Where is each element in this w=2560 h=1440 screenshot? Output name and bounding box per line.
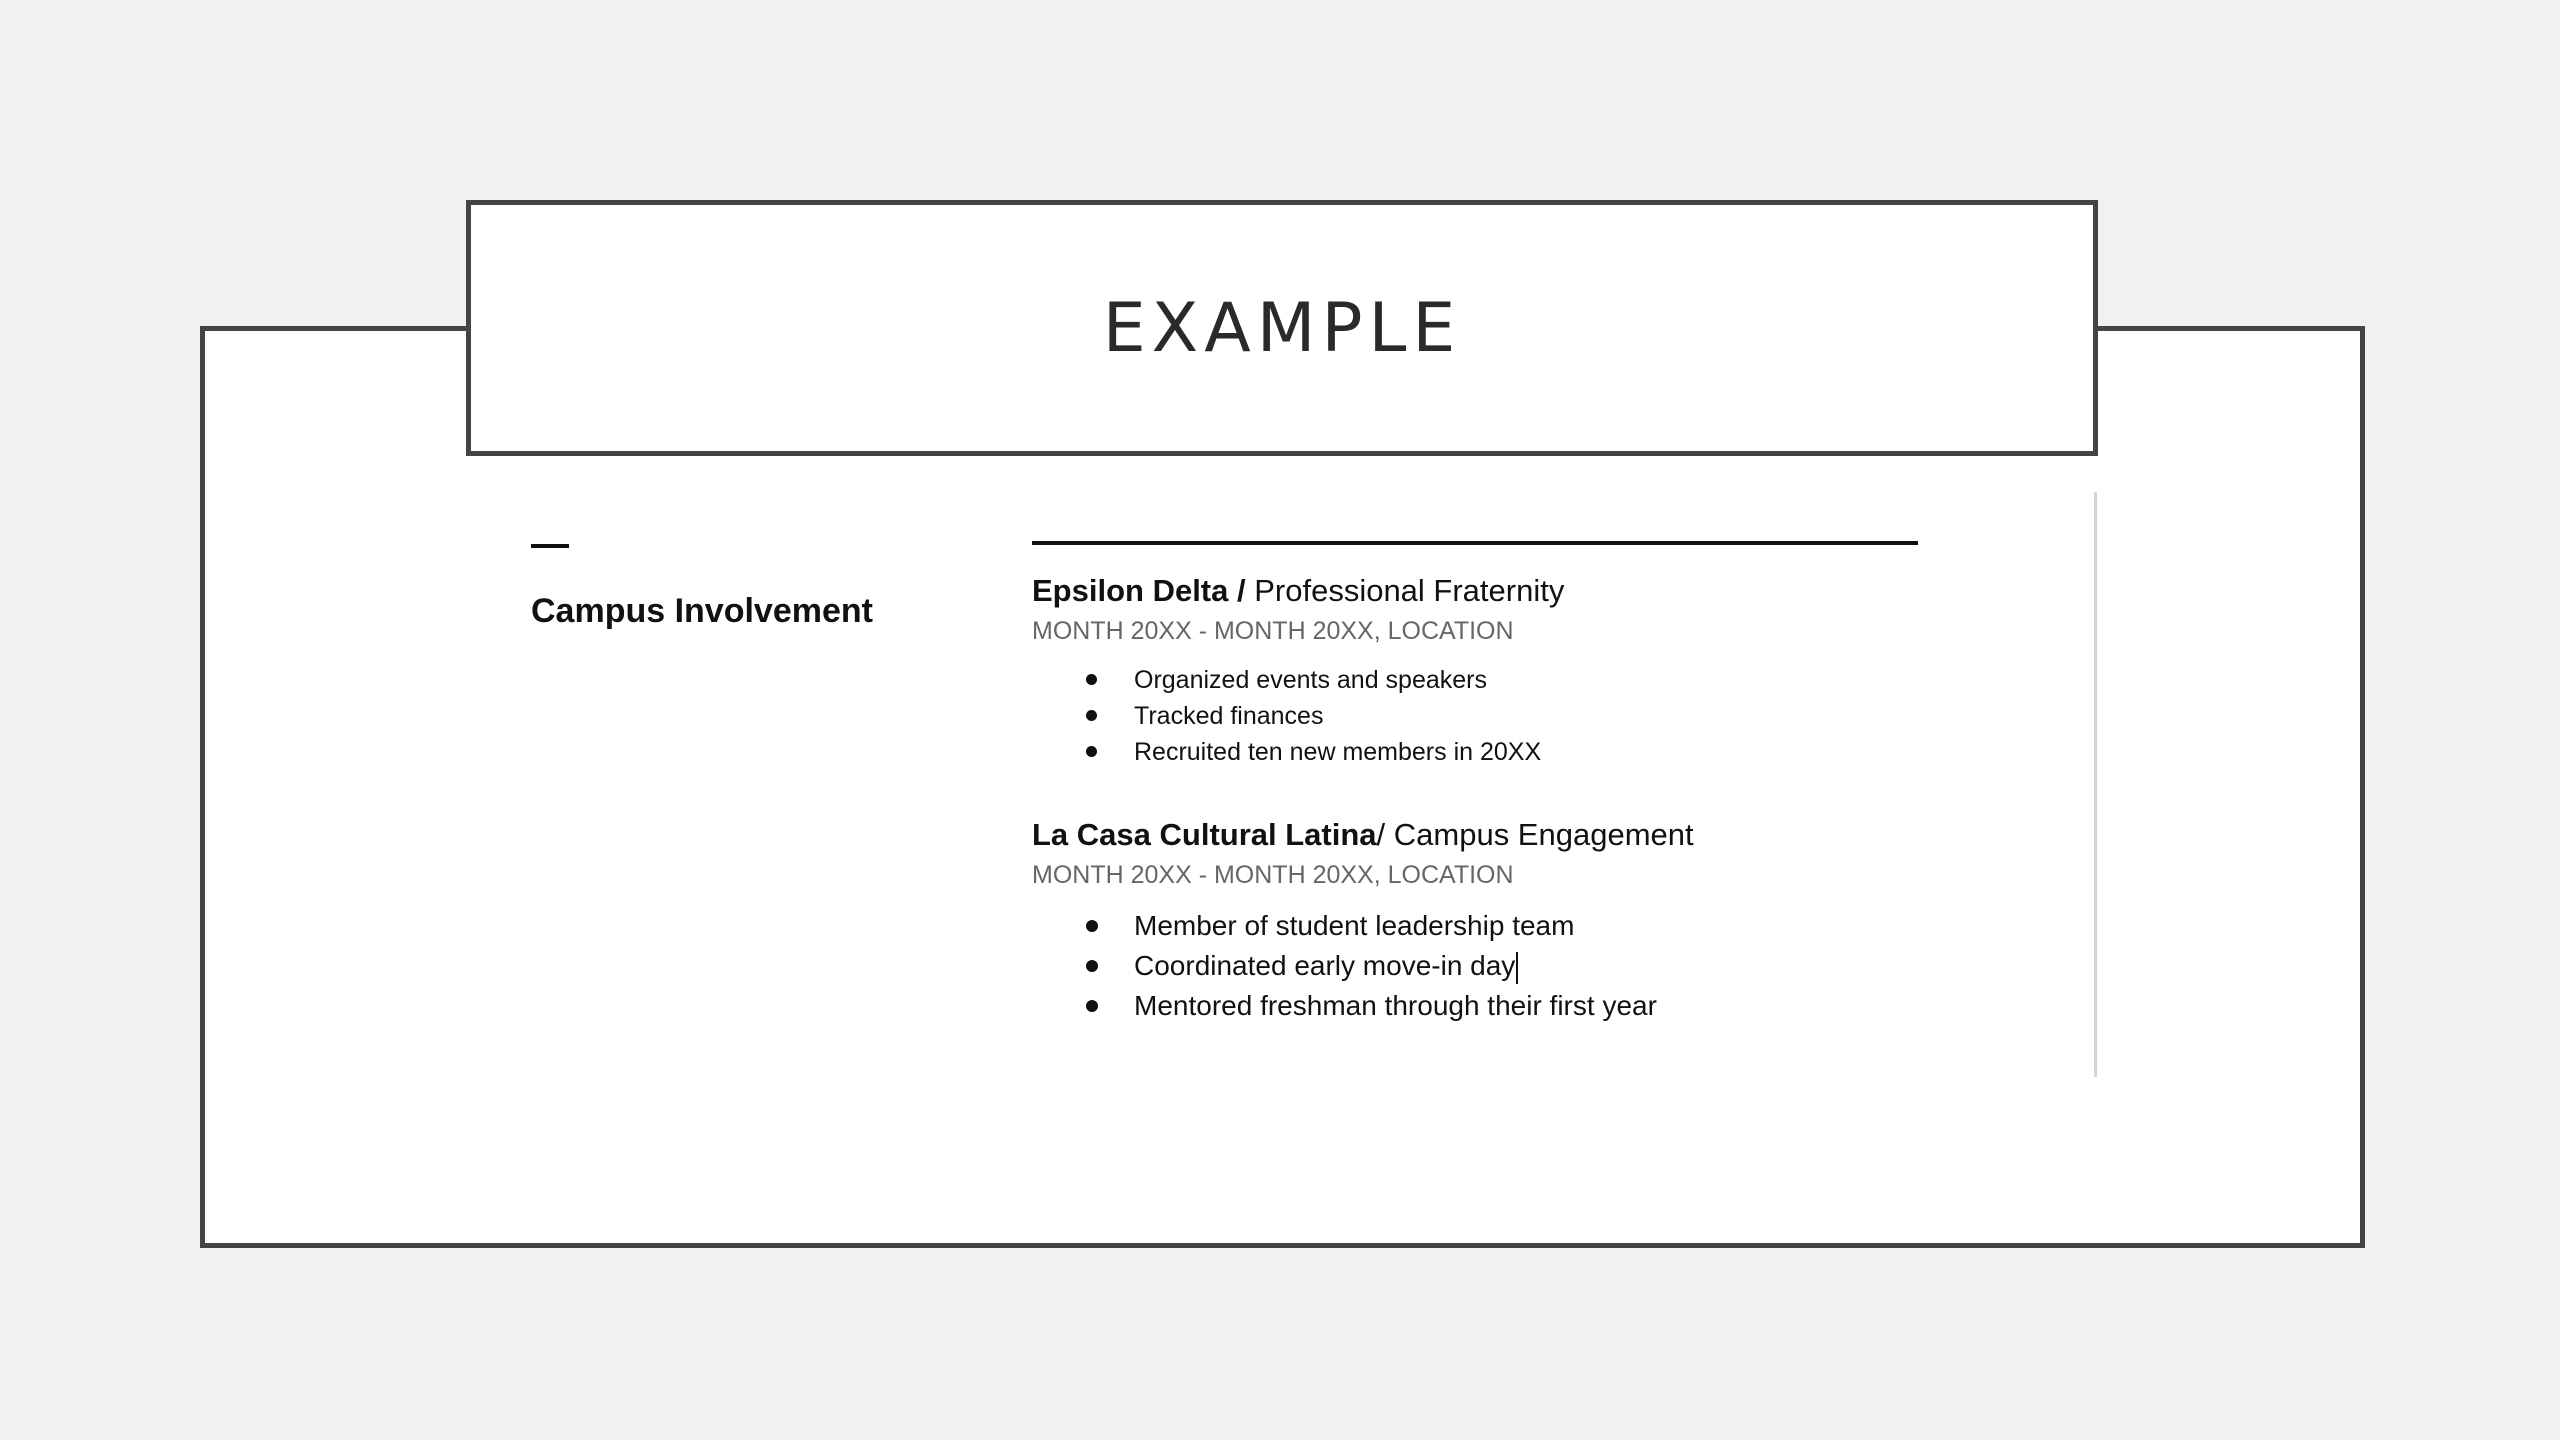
entry-separator: / — [1376, 817, 1394, 852]
involvement-entry[interactable] — [1032, 570, 2032, 770]
content-divider — [1032, 541, 1918, 545]
list-item — [1032, 906, 2032, 946]
bullet-icon — [1086, 710, 1097, 721]
bullet-icon — [1086, 1000, 1098, 1012]
title-box[interactable] — [466, 200, 2098, 456]
entry-title — [1032, 570, 2032, 612]
slide-title[interactable]: EXAMPLE — [1102, 288, 1462, 368]
bullet-list — [1032, 662, 2032, 770]
bullet-text: Member of student leadership team — [1134, 910, 1575, 941]
bullet-text: Mentored freshman through their first year — [1134, 990, 1657, 1021]
list-item — [1032, 734, 2032, 770]
list-item — [1032, 698, 2032, 734]
entry-role: Professional Fraternity — [1254, 573, 1565, 608]
entry-role: Campus Engagement — [1393, 817, 1694, 852]
bullet-text: Recruited ten new members in 20XX — [1134, 738, 1542, 766]
bullet-icon — [1086, 920, 1098, 932]
list-item — [1032, 946, 2032, 986]
slide-frame — [200, 326, 2365, 1248]
entry-separator: / — [1228, 573, 1255, 608]
entry-title — [1032, 814, 2032, 856]
bullet-list — [1032, 906, 2032, 1026]
section-dash — [531, 544, 569, 548]
bullet-text: Coordinated early move-in day — [1134, 950, 1516, 981]
section-heading[interactable]: Campus Involvement — [531, 592, 873, 630]
list-item — [1032, 986, 2032, 1026]
text-cursor — [1516, 952, 1518, 984]
list-item — [1032, 662, 2032, 698]
bullet-text: Tracked finances — [1134, 702, 1324, 730]
bullet-text: Organized events and speakers — [1134, 666, 1487, 694]
text-box-guide — [2094, 492, 2097, 1077]
bullet-icon — [1086, 746, 1097, 757]
entry-dates: MONTH 20XX - MONTH 20XX, LOCATION — [1032, 617, 1514, 645]
involvement-entry[interactable] — [1032, 814, 2032, 1026]
entry-organization: Epsilon Delta — [1032, 573, 1229, 608]
entry-dates: MONTH 20XX - MONTH 20XX, LOCATION — [1032, 861, 1514, 889]
bullet-icon — [1086, 960, 1098, 972]
bullet-icon — [1086, 674, 1097, 685]
entry-organization: La Casa Cultural Latina — [1032, 817, 1377, 852]
